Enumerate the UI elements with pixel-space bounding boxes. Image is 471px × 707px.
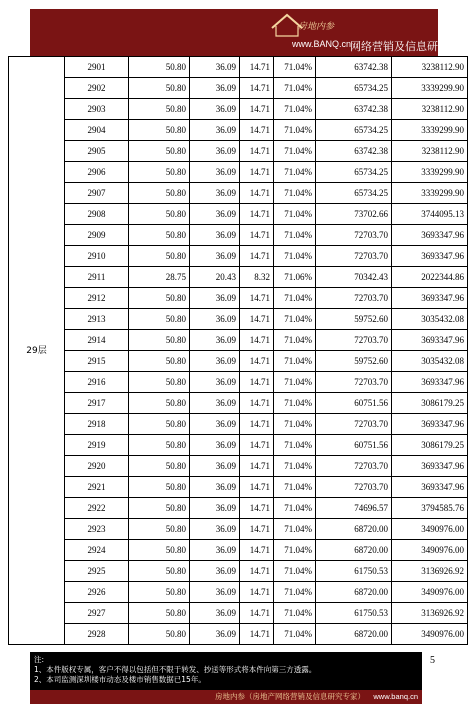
table-row: [9, 393, 468, 414]
room-number-cell: 2920: [65, 456, 129, 477]
table-cell: 14.71: [240, 456, 274, 477]
table-cell: 71.04%: [274, 519, 316, 540]
table-cell: 14.71: [240, 561, 274, 582]
table-cell: 50.80: [129, 519, 190, 540]
table-cell: 14.71: [240, 519, 274, 540]
room-number-cell: 2915: [65, 351, 129, 372]
table-cell: 14.71: [240, 141, 274, 162]
table-cell: 50.80: [129, 99, 190, 120]
table-cell: 36.09: [190, 78, 240, 99]
brand-url: www.BANQ.cn: [292, 39, 352, 49]
table-cell: 72703.70: [316, 456, 392, 477]
table-row: [9, 162, 468, 183]
table-cell: 14.71: [240, 246, 274, 267]
room-number-cell: 2903: [65, 99, 129, 120]
table-cell: 36.09: [190, 351, 240, 372]
table-cell: 72703.70: [316, 225, 392, 246]
table-cell: 3035432.08: [392, 351, 468, 372]
table-cell: 36.09: [190, 540, 240, 561]
table-cell: 50.80: [129, 330, 190, 351]
table-cell: 50.80: [129, 561, 190, 582]
table-cell: 36.09: [190, 435, 240, 456]
table-cell: 72703.70: [316, 330, 392, 351]
room-number-cell: 2908: [65, 204, 129, 225]
table-cell: 71.04%: [274, 372, 316, 393]
table-cell: 63742.38: [316, 99, 392, 120]
table-cell: 50.80: [129, 183, 190, 204]
unit-price-table: [8, 56, 468, 645]
table-cell: 71.04%: [274, 435, 316, 456]
notes-label: 注:: [34, 655, 45, 664]
table-cell: 3238112.90: [392, 141, 468, 162]
notes-box: [30, 652, 422, 690]
table-row: [9, 120, 468, 141]
table-cell: 68720.00: [316, 582, 392, 603]
table-cell: 72703.70: [316, 414, 392, 435]
table-cell: 50.80: [129, 603, 190, 624]
table-cell: 60751.56: [316, 393, 392, 414]
footer-bar: [30, 690, 422, 704]
table-cell: 71.04%: [274, 624, 316, 645]
table-cell: 72703.70: [316, 288, 392, 309]
table-cell: 71.04%: [274, 204, 316, 225]
table-cell: 50.80: [129, 351, 190, 372]
table-cell: 71.04%: [274, 456, 316, 477]
table-cell: 36.09: [190, 624, 240, 645]
table-cell: 14.71: [240, 603, 274, 624]
table-cell: 71.04%: [274, 57, 316, 78]
table-cell: 3238112.90: [392, 99, 468, 120]
table-cell: 36.09: [190, 582, 240, 603]
footer-url: www.banq.cn: [373, 692, 418, 701]
table-cell: 50.80: [129, 456, 190, 477]
table-cell: 59752.60: [316, 351, 392, 372]
table-cell: 36.09: [190, 456, 240, 477]
table-cell: 65734.25: [316, 78, 392, 99]
table-row: [9, 246, 468, 267]
table-cell: 50.80: [129, 246, 190, 267]
table-cell: 36.09: [190, 225, 240, 246]
table-cell: 36.09: [190, 519, 240, 540]
table-cell: 50.80: [129, 435, 190, 456]
table-row: [9, 582, 468, 603]
table-cell: 14.71: [240, 477, 274, 498]
table-cell: 14.71: [240, 393, 274, 414]
table-cell: 3490976.00: [392, 582, 468, 603]
table-cell: 3136926.92: [392, 603, 468, 624]
table-cell: 71.04%: [274, 498, 316, 519]
table-cell: 71.04%: [274, 162, 316, 183]
table-cell: 14.71: [240, 624, 274, 645]
table-cell: 61750.53: [316, 561, 392, 582]
table-cell: 63742.38: [316, 141, 392, 162]
table-cell: 3794585.76: [392, 498, 468, 519]
table-cell: 3693347.96: [392, 414, 468, 435]
brand-name: 房地内参: [298, 21, 335, 31]
table-cell: 71.06%: [274, 267, 316, 288]
table-cell: 14.71: [240, 582, 274, 603]
table-cell: 14.71: [240, 225, 274, 246]
table-cell: 3693347.96: [392, 225, 468, 246]
room-number-cell: 2912: [65, 288, 129, 309]
room-number-cell: 2922: [65, 498, 129, 519]
table-row: [9, 204, 468, 225]
table-cell: 3339299.90: [392, 78, 468, 99]
table-cell: 60751.56: [316, 435, 392, 456]
table-cell: 14.71: [240, 120, 274, 141]
table-cell: 3238112.90: [392, 57, 468, 78]
table-cell: 71.04%: [274, 477, 316, 498]
table-cell: 50.80: [129, 393, 190, 414]
table-cell: 3086179.25: [392, 435, 468, 456]
header-banner: [30, 9, 471, 56]
room-number-cell: 2919: [65, 435, 129, 456]
room-number-cell: 2910: [65, 246, 129, 267]
room-number-cell: 2907: [65, 183, 129, 204]
table-cell: 36.09: [190, 330, 240, 351]
table-cell: 14.71: [240, 99, 274, 120]
table-cell: 14.71: [240, 78, 274, 99]
table-cell: 14.71: [240, 540, 274, 561]
table-cell: 3339299.90: [392, 183, 468, 204]
table-cell: 36.09: [190, 372, 240, 393]
table-cell: 63742.38: [316, 57, 392, 78]
table-cell: 71.04%: [274, 309, 316, 330]
table-cell: 50.80: [129, 120, 190, 141]
table-row: [9, 603, 468, 624]
table-cell: 3086179.25: [392, 393, 468, 414]
room-number-cell: 2902: [65, 78, 129, 99]
table-row: [9, 288, 468, 309]
table-row: [9, 456, 468, 477]
table-cell: 65734.25: [316, 183, 392, 204]
table-cell: 28.75: [129, 267, 190, 288]
table-cell: 3693347.96: [392, 456, 468, 477]
table-cell: 71.04%: [274, 141, 316, 162]
table-cell: 14.71: [240, 204, 274, 225]
table-row: [9, 624, 468, 645]
table-cell: 72703.70: [316, 246, 392, 267]
table-cell: 3490976.00: [392, 540, 468, 561]
room-number-cell: 2904: [65, 120, 129, 141]
table-cell: 36.09: [190, 477, 240, 498]
table-cell: 3693347.96: [392, 288, 468, 309]
table-cell: 68720.00: [316, 519, 392, 540]
table-cell: 36.09: [190, 99, 240, 120]
table-cell: 50.80: [129, 582, 190, 603]
table-row: [9, 372, 468, 393]
table-cell: 3744095.13: [392, 204, 468, 225]
table-cell: 14.71: [240, 162, 274, 183]
table-row: [9, 330, 468, 351]
table-cell: 14.71: [240, 372, 274, 393]
table-cell: 73702.66: [316, 204, 392, 225]
table-cell: 14.71: [240, 288, 274, 309]
table-cell: 14.71: [240, 435, 274, 456]
room-number-cell: 2925: [65, 561, 129, 582]
table-cell: 50.80: [129, 225, 190, 246]
table-cell: 36.09: [190, 246, 240, 267]
table-cell: 8.32: [240, 267, 274, 288]
table-cell: 68720.00: [316, 624, 392, 645]
table-cell: 3490976.00: [392, 519, 468, 540]
table-cell: 65734.25: [316, 120, 392, 141]
table-cell: 71.04%: [274, 582, 316, 603]
note-1: 1、本件版权专属，客户不得以包括但不限于转发、抄送等形式将本件向第三方透露。: [34, 665, 317, 674]
table-cell: 72703.70: [316, 372, 392, 393]
table-cell: 50.80: [129, 78, 190, 99]
room-number-cell: 2926: [65, 582, 129, 603]
table-cell: 36.09: [190, 120, 240, 141]
room-number-cell: 2914: [65, 330, 129, 351]
table-cell: 2022344.86: [392, 267, 468, 288]
table-row: [9, 183, 468, 204]
table-cell: 36.09: [190, 183, 240, 204]
table-cell: 74696.57: [316, 498, 392, 519]
table-cell: 71.04%: [274, 183, 316, 204]
table-cell: 14.71: [240, 57, 274, 78]
table-cell: 71.04%: [274, 561, 316, 582]
table-row: [9, 519, 468, 540]
room-number-cell: 2901: [65, 57, 129, 78]
table-row: [9, 267, 468, 288]
table-cell: 14.71: [240, 351, 274, 372]
room-number-cell: 2911: [65, 267, 129, 288]
table-cell: 71.04%: [274, 393, 316, 414]
table-cell: 36.09: [190, 141, 240, 162]
table-cell: 50.80: [129, 624, 190, 645]
room-number-cell: 2927: [65, 603, 129, 624]
table-cell: 50.80: [129, 498, 190, 519]
room-number-cell: 2905: [65, 141, 129, 162]
table-cell: 14.71: [240, 498, 274, 519]
table-row: [9, 498, 468, 519]
table-cell: 36.09: [190, 204, 240, 225]
table-row: [9, 561, 468, 582]
table-cell: 71.04%: [274, 120, 316, 141]
room-number-cell: 2913: [65, 309, 129, 330]
table-row: [9, 57, 468, 78]
table-cell: 36.09: [190, 603, 240, 624]
table-row: [9, 225, 468, 246]
footer-text: 房地内参（房地产网络营销及信息研究专家）: [215, 692, 365, 701]
table-cell: 50.80: [129, 372, 190, 393]
table-cell: 61750.53: [316, 603, 392, 624]
table-cell: 68720.00: [316, 540, 392, 561]
table-row: [9, 309, 468, 330]
table-row: [9, 414, 468, 435]
table-cell: 36.09: [190, 162, 240, 183]
room-number-cell: 2916: [65, 372, 129, 393]
table-cell: 50.80: [129, 414, 190, 435]
room-number-cell: 2909: [65, 225, 129, 246]
table-cell: 14.71: [240, 183, 274, 204]
table-cell: 14.71: [240, 309, 274, 330]
room-number-cell: 2918: [65, 414, 129, 435]
table-cell: 14.71: [240, 330, 274, 351]
table-cell: 3136926.92: [392, 561, 468, 582]
table-cell: 3693347.96: [392, 477, 468, 498]
table-cell: 3693347.96: [392, 330, 468, 351]
table-cell: 14.71: [240, 414, 274, 435]
table-cell: 59752.60: [316, 309, 392, 330]
table-row: [9, 141, 468, 162]
table-cell: 71.04%: [274, 288, 316, 309]
note-2: 2、本司监测深圳楼市动态及楼市销售数据已15年。: [34, 675, 206, 684]
table-cell: 50.80: [129, 57, 190, 78]
table-cell: 71.04%: [274, 540, 316, 561]
table-cell: 3693347.96: [392, 372, 468, 393]
table-row: [9, 540, 468, 561]
table-cell: 50.80: [129, 309, 190, 330]
table-row: [9, 78, 468, 99]
table-cell: 36.09: [190, 498, 240, 519]
table-cell: 50.80: [129, 288, 190, 309]
page-number: 5: [430, 655, 435, 666]
room-number-cell: 2921: [65, 477, 129, 498]
header-title: 网络营销及信息研究专家: [350, 40, 471, 53]
table-cell: 71.04%: [274, 414, 316, 435]
room-number-cell: 2917: [65, 393, 129, 414]
table-cell: 36.09: [190, 57, 240, 78]
table-cell: 50.80: [129, 477, 190, 498]
table-cell: 20.43: [190, 267, 240, 288]
table-cell: 3339299.90: [392, 120, 468, 141]
table-row: [9, 477, 468, 498]
table-cell: 71.04%: [274, 99, 316, 120]
table-cell: 71.04%: [274, 351, 316, 372]
table-cell: 70342.43: [316, 267, 392, 288]
table-cell: 36.09: [190, 309, 240, 330]
table-cell: 50.80: [129, 540, 190, 561]
table-cell: 71.04%: [274, 225, 316, 246]
table-cell: 36.09: [190, 288, 240, 309]
room-number-cell: 2906: [65, 162, 129, 183]
table-row: [9, 99, 468, 120]
table-cell: 65734.25: [316, 162, 392, 183]
table-cell: 50.80: [129, 204, 190, 225]
table-row: [9, 351, 468, 372]
table-cell: 36.09: [190, 561, 240, 582]
room-number-cell: 2923: [65, 519, 129, 540]
table-cell: 3490976.00: [392, 624, 468, 645]
room-number-cell: 2924: [65, 540, 129, 561]
table-body: [9, 57, 468, 645]
table-row: [9, 435, 468, 456]
table-cell: 3693347.96: [392, 246, 468, 267]
table-cell: 71.04%: [274, 330, 316, 351]
table-cell: 36.09: [190, 414, 240, 435]
floor-label: 29层: [9, 57, 65, 645]
table-cell: 72703.70: [316, 477, 392, 498]
table-cell: 3339299.90: [392, 162, 468, 183]
table-cell: 50.80: [129, 162, 190, 183]
table-cell: 71.04%: [274, 603, 316, 624]
table-cell: 50.80: [129, 141, 190, 162]
table-cell: 3035432.08: [392, 309, 468, 330]
table-cell: 71.04%: [274, 78, 316, 99]
table-cell: 71.04%: [274, 246, 316, 267]
room-number-cell: 2928: [65, 624, 129, 645]
table-cell: 36.09: [190, 393, 240, 414]
